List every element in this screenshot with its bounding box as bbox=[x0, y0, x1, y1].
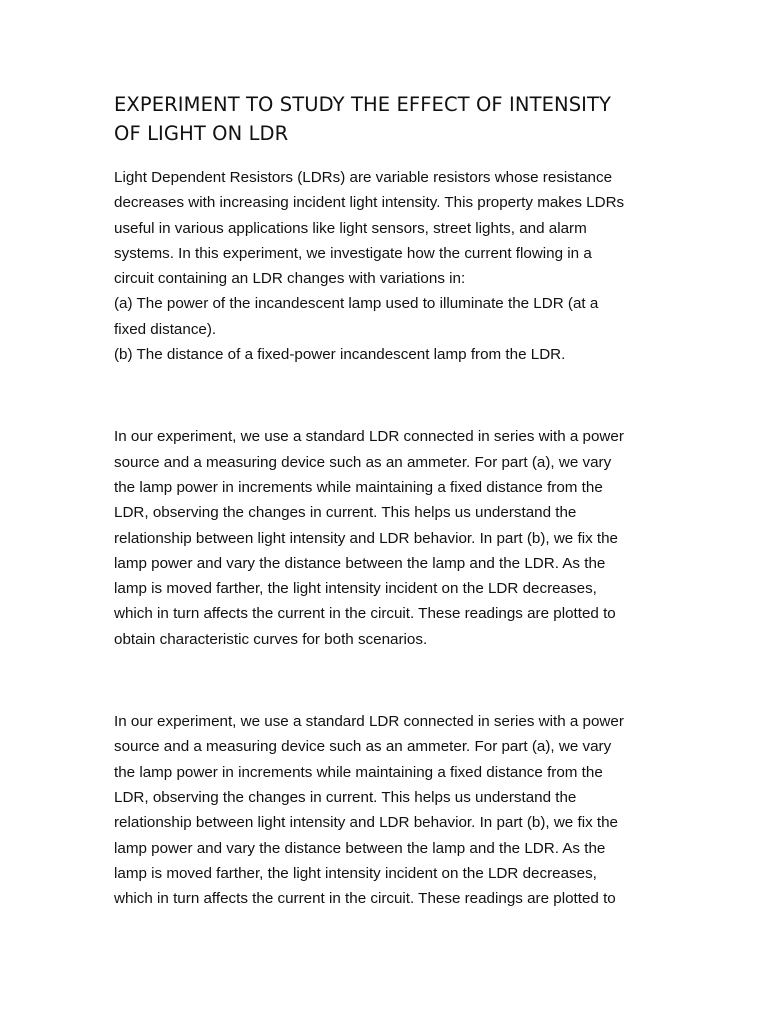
text-line: decreases with increasing incident light intensity. This property makes LDRs bbox=[114, 194, 625, 212]
text-line: circuit containing an LDR changes with variations in: bbox=[114, 270, 466, 288]
body-paragraph-2 bbox=[114, 424, 662, 652]
title-line: EXPERIMENT TO STUDY THE EFFECT OF INTENSITY bbox=[114, 93, 612, 116]
text-line: useful in various applications like light sensors, street lights, and alarm bbox=[114, 219, 587, 237]
text-line: (b) The distance of a fixed-power incandescent lamp from the LDR. bbox=[114, 346, 566, 364]
text-line: In our experiment, we use a standard LDR connected in series with a power bbox=[114, 713, 624, 731]
text-line: systems. In this experiment, we investigate how the current flowing in a bbox=[114, 244, 592, 262]
text-line: relationship between light intensity and LDR behavior. In part (b), we fix the bbox=[114, 814, 618, 832]
intro-paragraph bbox=[114, 165, 662, 367]
text-line: (a) The power of the incandescent lamp used to illuminate the LDR (at a bbox=[114, 295, 599, 313]
document-title bbox=[114, 90, 662, 148]
text-line: In our experiment, we use a standard LDR connected in series with a power bbox=[114, 428, 624, 446]
text-line: the lamp power in increments while maintaining a fixed distance from the bbox=[114, 763, 603, 781]
paragraph-spacer bbox=[114, 367, 662, 424]
text-line: the lamp power in increments while maintaining a fixed distance from the bbox=[114, 478, 603, 496]
text-line: source and a measuring device such as an ammeter. For part (a), we vary bbox=[114, 738, 612, 756]
text-line: LDR, observing the changes in current. This helps us understand the bbox=[114, 788, 577, 806]
text-line: lamp power and vary the distance between the lamp and the LDR. As the bbox=[114, 554, 606, 572]
paragraph-spacer bbox=[114, 652, 662, 709]
text-line: lamp is moved farther, the light intensity incident on the LDR decreases, bbox=[114, 580, 597, 598]
title-line: OF LIGHT ON LDR bbox=[114, 122, 289, 145]
text-line: source and a measuring device such as an ammeter. For part (a), we vary bbox=[114, 453, 612, 471]
text-line: which in turn affects the current in the circuit. These readings are plotted to bbox=[114, 605, 616, 623]
text-line: obtain characteristic curves for both scenarios. bbox=[114, 630, 428, 648]
body-paragraph-3 bbox=[114, 709, 662, 911]
document-body bbox=[114, 90, 662, 911]
text-line: lamp power and vary the distance between the lamp and the LDR. As the bbox=[114, 839, 606, 857]
text-line: which in turn affects the current in the circuit. These readings are plotted to bbox=[114, 890, 616, 908]
text-line: lamp is moved farther, the light intensity incident on the LDR decreases, bbox=[114, 864, 597, 882]
text-line: LDR, observing the changes in current. This helps us understand the bbox=[114, 504, 577, 522]
text-line: relationship between light intensity and LDR behavior. In part (b), we fix the bbox=[114, 529, 618, 547]
text-line: Light Dependent Resistors (LDRs) are variable resistors whose resistance bbox=[114, 169, 613, 186]
text-line: fixed distance). bbox=[114, 320, 217, 338]
